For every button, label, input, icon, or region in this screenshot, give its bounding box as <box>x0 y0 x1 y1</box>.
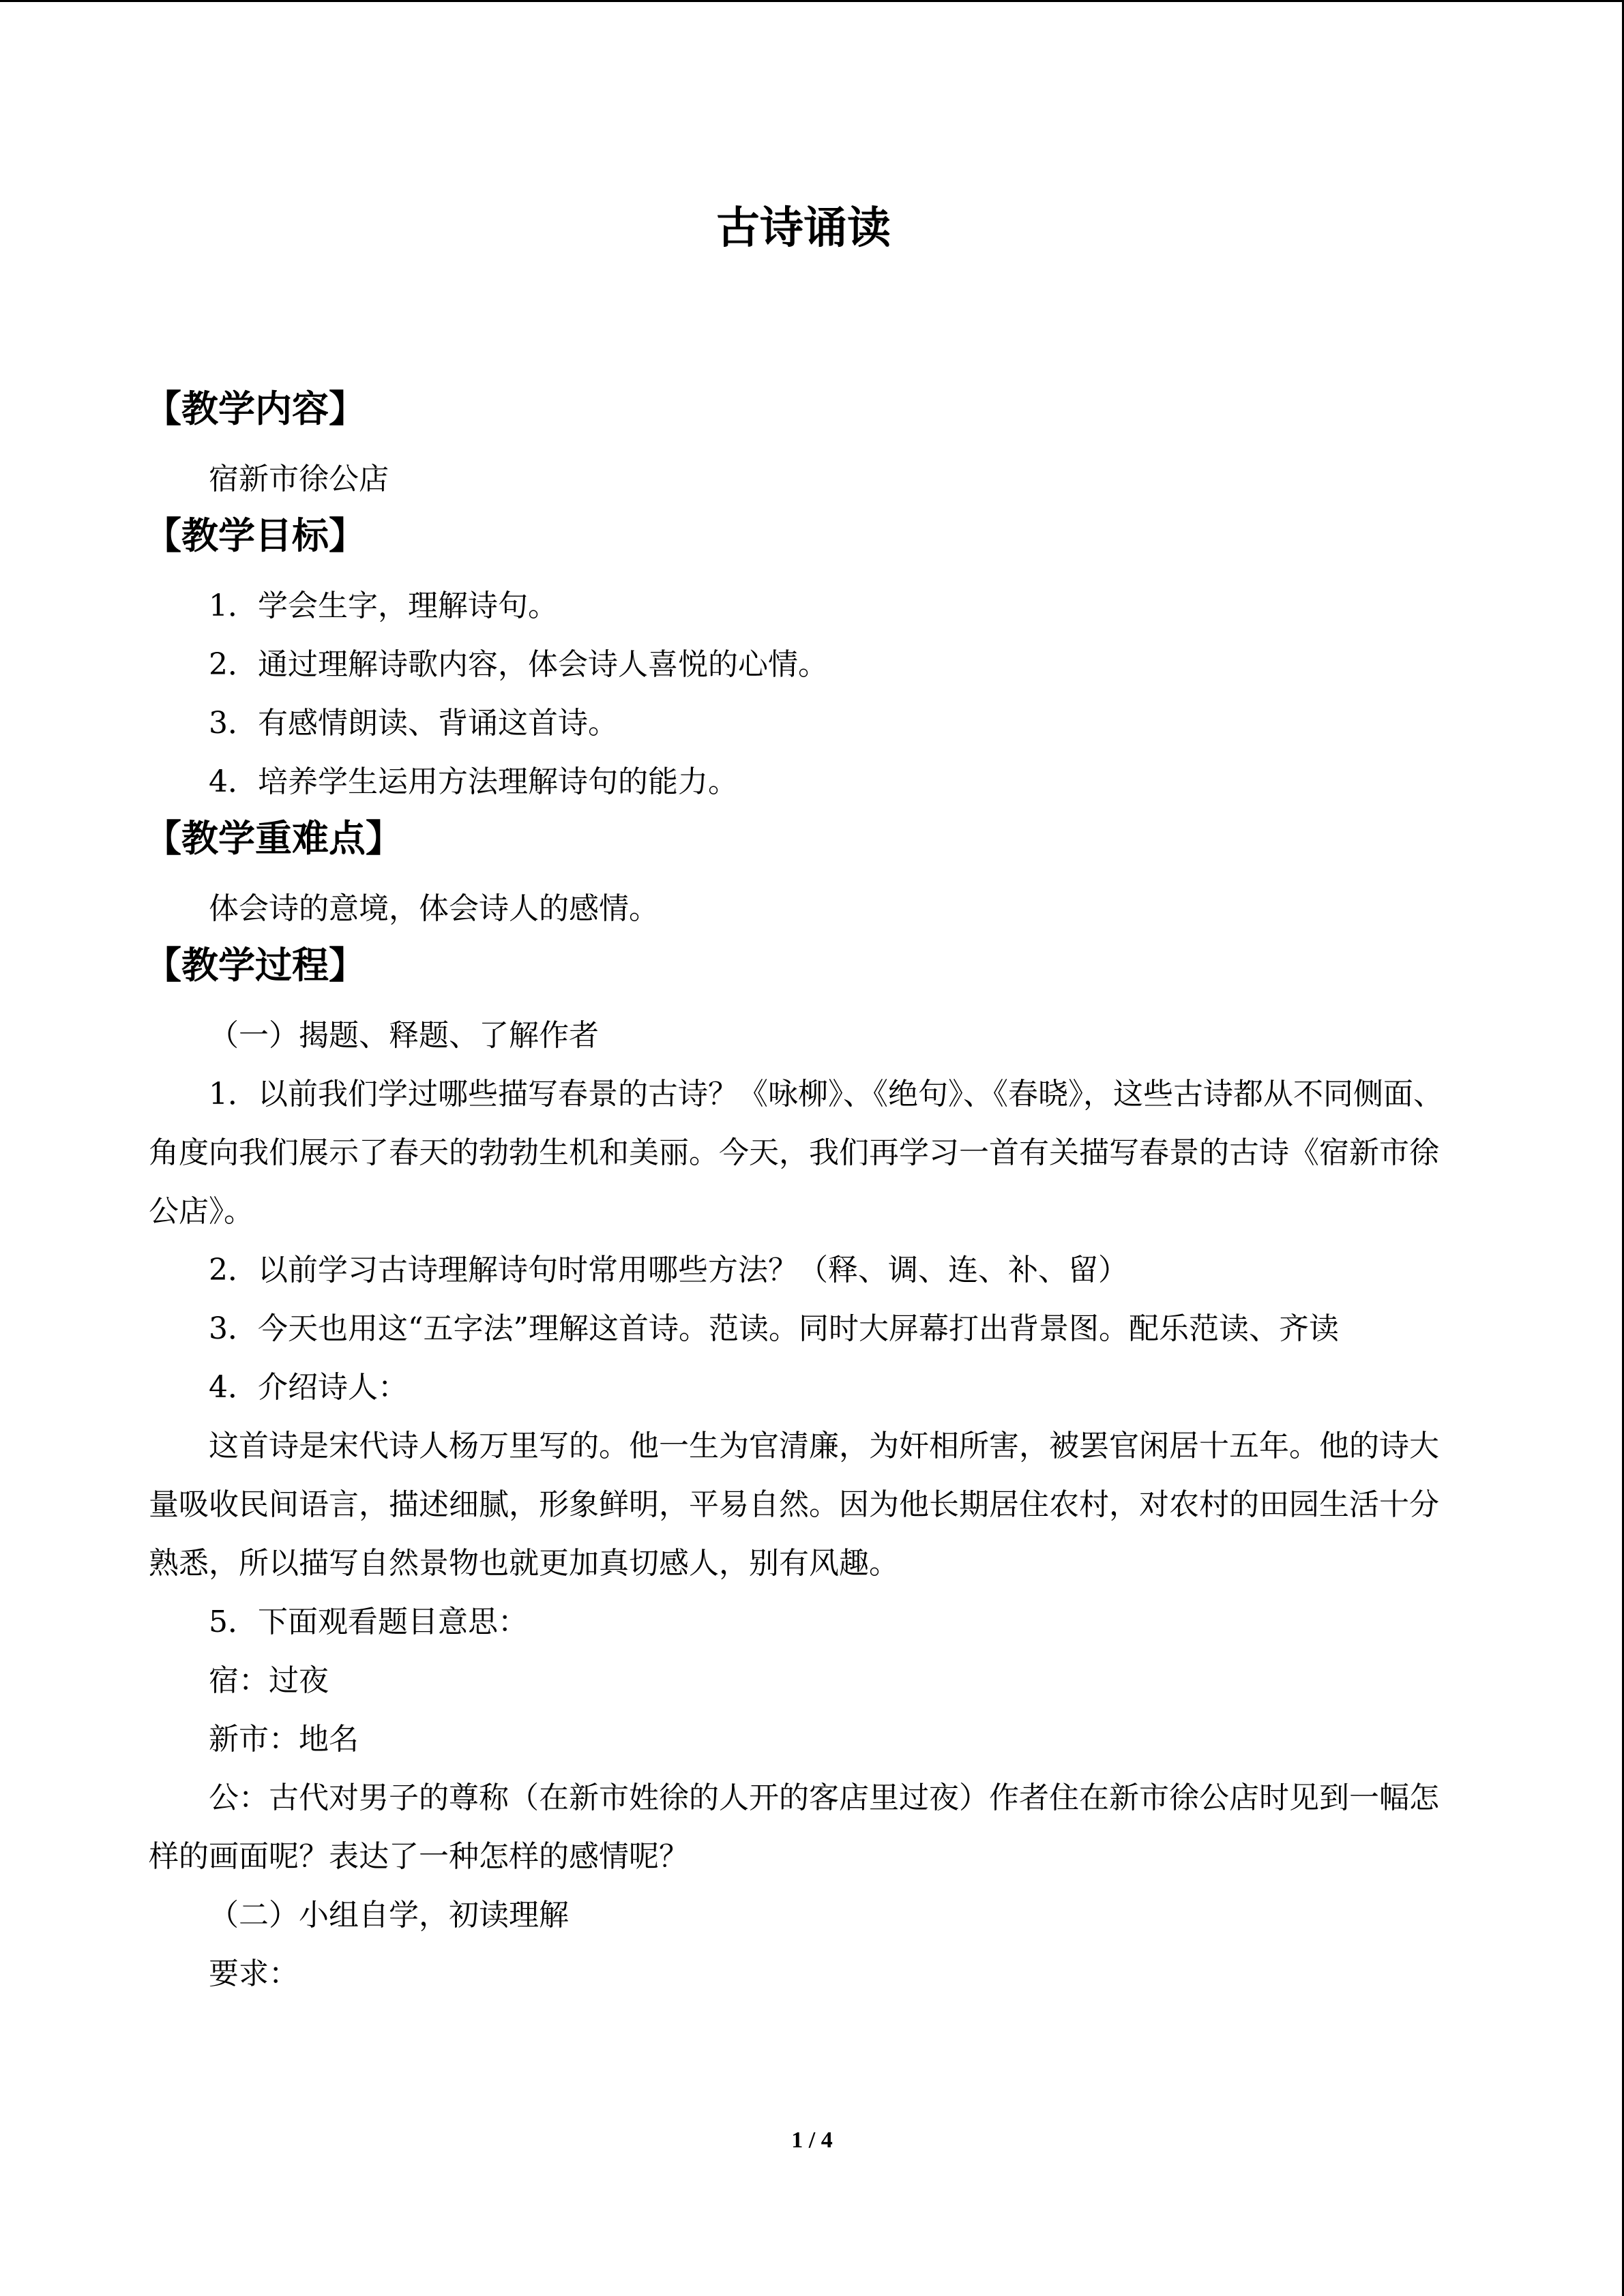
section-heading-content: 【教学内容】 <box>145 387 366 430</box>
document-body <box>145 198 1458 2003</box>
page-border-top <box>0 0 1624 2</box>
goal-item: 3．有感情朗读、背诵这首诗。 <box>209 706 618 741</box>
process-item: 公：古代对男子的尊称（在新市姓徐的人开的客店里过夜）作者住在新市徐公店时见到一幅怎样的画面呢？表达了一种怎样的感情呢？ <box>149 1780 1439 1874</box>
process-item: 新市：地名 <box>209 1722 359 1757</box>
section-heading-difficulty: 【教学重难点】 <box>145 817 402 860</box>
goal-item: 2．通过理解诗歌内容，体会诗人喜悦的心情。 <box>209 647 828 682</box>
difficulty-text: 体会诗的意境，体会诗人的感情。 <box>209 891 659 926</box>
process-item: 5．下面观看题目意思： <box>209 1605 528 1639</box>
content-text: 宿新市徐公店 <box>209 462 389 496</box>
process-item: 2．以前学习古诗理解诗句时常用哪些方法？（释、调、连、补、留） <box>209 1253 1128 1287</box>
page-number: 1 / 4 <box>791 2128 833 2153</box>
goal-item: 4．培养学生运用方法理解诗句的能力。 <box>209 764 738 799</box>
spacer <box>149 259 1458 382</box>
process-item: 3．今天也用这“五字法”理解这首诗。范读。同时大屏幕打出背景图。配乐范读、齐读 <box>209 1311 1339 1346</box>
process-item: 1．以前我们学过哪些描写春景的古诗？《咏柳》、《绝句》、《春晓》，这些古诗都从不同侧面、角度向我们展示了春天的勃勃生机和美丽。今天，我们再学习一首有关描写春景的古诗《宿新市徐公店》。 <box>149 1077 1443 1229</box>
process-item: （二）小组自学，初读理解 <box>209 1898 569 1933</box>
document-title: 古诗诵读 <box>716 203 891 254</box>
process-item: （一）揭题、释题、了解作者 <box>209 1018 599 1053</box>
process-item: 宿：过夜 <box>209 1663 329 1698</box>
goal-item: 1．学会生字，理解诗句。 <box>209 588 558 623</box>
section-heading-goals: 【教学目标】 <box>145 514 366 557</box>
process-item: 4．介绍诗人： <box>209 1370 408 1405</box>
process-item: 这首诗是宋代诗人杨万里写的。他一生为官清廉，为奸相所害，被罢官闲居十五年。他的诗大量吸收民间语言，描述细腻，形象鲜明，平易自然。因为他长期居住农村，对农村的田园生活十分熟悉，所以描写自然景物也就更加真切感人，别有风趣。 <box>149 1429 1439 1581</box>
section-heading-process: 【教学过程】 <box>145 944 366 987</box>
process-item: 要求： <box>209 1956 299 1991</box>
